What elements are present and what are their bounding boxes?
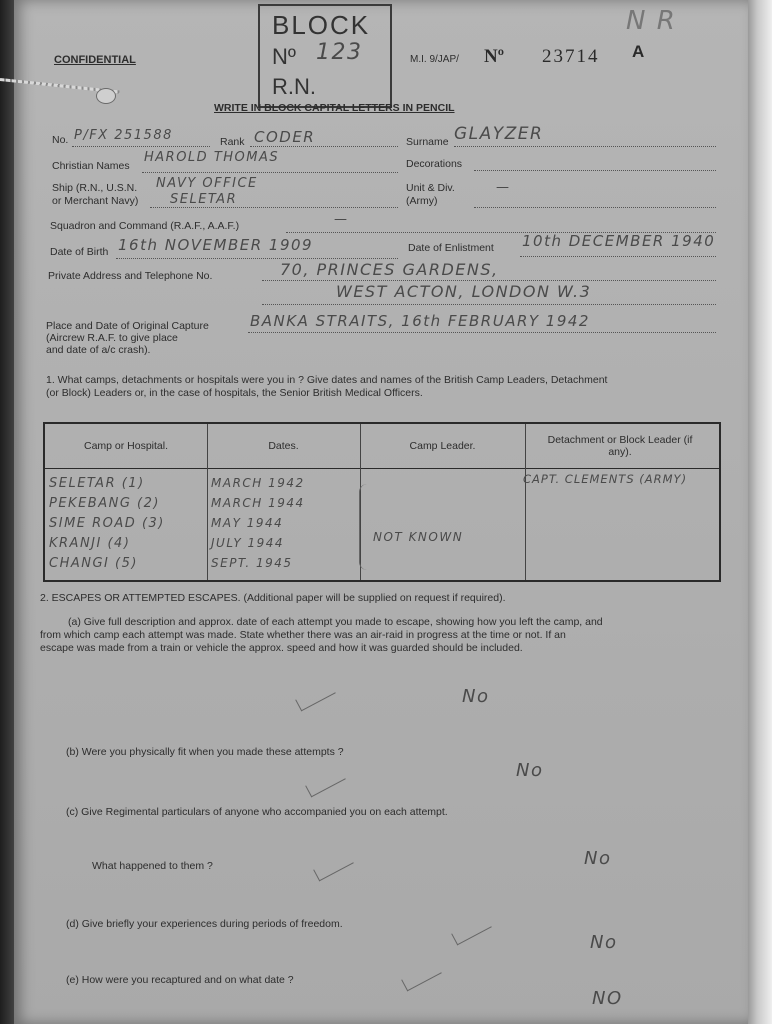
form-page [14,0,750,1024]
instruction-text: WRITE IN BLOCK CAPITAL LETTERS IN PENCIL [214,102,455,114]
form-suffix: A [632,42,645,61]
capture-label-line-3: and date of a/c crash). [46,344,151,356]
no-value: P/FX 251588 [74,128,173,143]
question-2b: (b) Were you physically fit when you made these attempts ? [66,746,344,758]
christian-names-label: Christian Names [52,160,130,172]
mi-reference: M.I. 9/JAP/ [410,54,459,65]
bracket [359,484,368,570]
squadron-value: — [334,212,349,227]
ship-label-line-1: Ship (R.N., U.S.N. [52,182,138,194]
dob-value: 16th NOVEMBER 1909 [118,236,314,254]
capture-label-line-2: (Aircrew R.A.F. to give place [46,332,178,344]
answer-2b: No [516,760,544,781]
question-1-line-1: 1. What camps, detachments or hospitals were you in ? Give dates and names of the British Camp Leaders, Detachment [46,374,608,386]
christian-names-value: HAROLD THOMAS [144,150,280,165]
ship-label-line-2: or Merchant Navy) [52,195,139,207]
string-knot [96,88,116,104]
no-label: No. [52,134,69,146]
answer-2c: No [584,848,612,869]
answer-2d: No [590,932,618,953]
unit-label-line-1: Unit & Div. [406,182,455,194]
block-title: BLOCK [272,10,371,40]
enlistment-label: Date of Enlistment [408,242,494,254]
camp-entry: PEKEBANG (2) [49,496,160,511]
question-1-line-2: (or Block) Leaders or, in the case of hospitals, the Senior British Medical Officers. [46,387,423,399]
header-detachment-leader: Detachment or Block Leader (if any). [547,434,693,458]
squadron-label: Squadron and Command (R.A.F., A.A.F.) [50,220,240,232]
ship-value-line-2: SELETAR [170,192,238,207]
question-2a-line-1: (a) Give full description and approx. date of each attempt you made to escape, showing how you left the camp, and [68,616,603,628]
capture-value: BANKA STRAITS, 16th FEBRUARY 1942 [250,312,590,330]
unit-label-line-2: (Army) [406,195,438,207]
address-value-line-2: WEST ACTON, LONDON W.3 [336,282,592,301]
checkmark-icon [451,916,492,946]
detachment-leader-entry: CAPT. CLEMENTS (ARMY) [523,472,688,486]
address-value-line-1: 70, PRINCES GARDENS, [280,260,499,279]
question-2a-line-3: escape was made from a train or vehicle the approx. speed and how it was guarded should be included. [40,642,523,654]
checkmark-icon [313,852,354,882]
camps-table [43,422,721,582]
header-camp-leader: Camp Leader. [409,440,476,452]
ship-value-line-1: NAVY OFFICE [156,176,258,191]
decorations-label: Decorations [406,158,463,170]
corner-note: N R [626,6,677,36]
rank-label: Rank [220,136,245,148]
question-2c: (c) Give Regimental particulars of anyone who accompanied you on each attempt. [66,806,448,818]
date-entry: MAY 1944 [211,516,284,530]
background-right-edge [748,0,772,1024]
camp-leader-entry: NOT KNOWN [373,530,464,544]
checkmark-icon [401,962,442,992]
enlistment-value: 10th DECEMBER 1940 [522,232,716,250]
confidential-label: CONFIDENTIAL [54,54,136,66]
unit-value: — [496,180,511,195]
block-stamp [258,4,392,108]
question-2c-followup: What happened to them ? [92,860,213,872]
block-no-value: 123 [316,40,363,65]
form-number-label: Nº [484,46,504,67]
date-entry: MARCH 1944 [211,496,305,510]
camp-entry: KRANJI (4) [49,536,131,551]
form-number: 23714 [542,46,600,67]
question-2e: (e) How were you recaptured and on what date ? [66,974,294,986]
date-entry: MARCH 1942 [211,476,305,490]
surname-label: Surname [406,136,449,148]
header-camp: Camp or Hospital. [83,440,169,452]
address-label: Private Address and Telephone No. [48,270,213,282]
camp-entry: CHANGI (5) [49,556,138,571]
question-2a-line-2: from which camp each attempt was made. State whether there was an air-raid in progress at the time or not. If an [40,629,566,641]
answer-2a: No [462,686,490,707]
checkmark-icon [295,682,336,712]
checkmark-icon [305,768,346,798]
capture-label-line-1: Place and Date of Original Capture [46,320,209,332]
question-2d: (d) Give briefly your experiences during periods of freedom. [66,918,343,930]
question-2-heading: 2. ESCAPES OR ATTEMPTED ESCAPES. (Additional paper will be supplied on request if required). [40,592,506,604]
answer-2e: NO [592,988,623,1009]
rank-value: CODER [254,128,316,146]
date-entry: SEPT. 1945 [211,556,293,570]
date-entry: JULY 1944 [211,536,285,550]
surname-value: GLAYZER [454,124,544,144]
camp-entry: SIME ROAD (3) [49,516,165,531]
block-rn: R.N. [272,74,316,99]
block-no-label: Nº [272,44,296,69]
header-dates: Dates. [268,440,299,452]
dob-label: Date of Birth [50,246,109,258]
camp-entry: SELETAR (1) [49,476,145,491]
